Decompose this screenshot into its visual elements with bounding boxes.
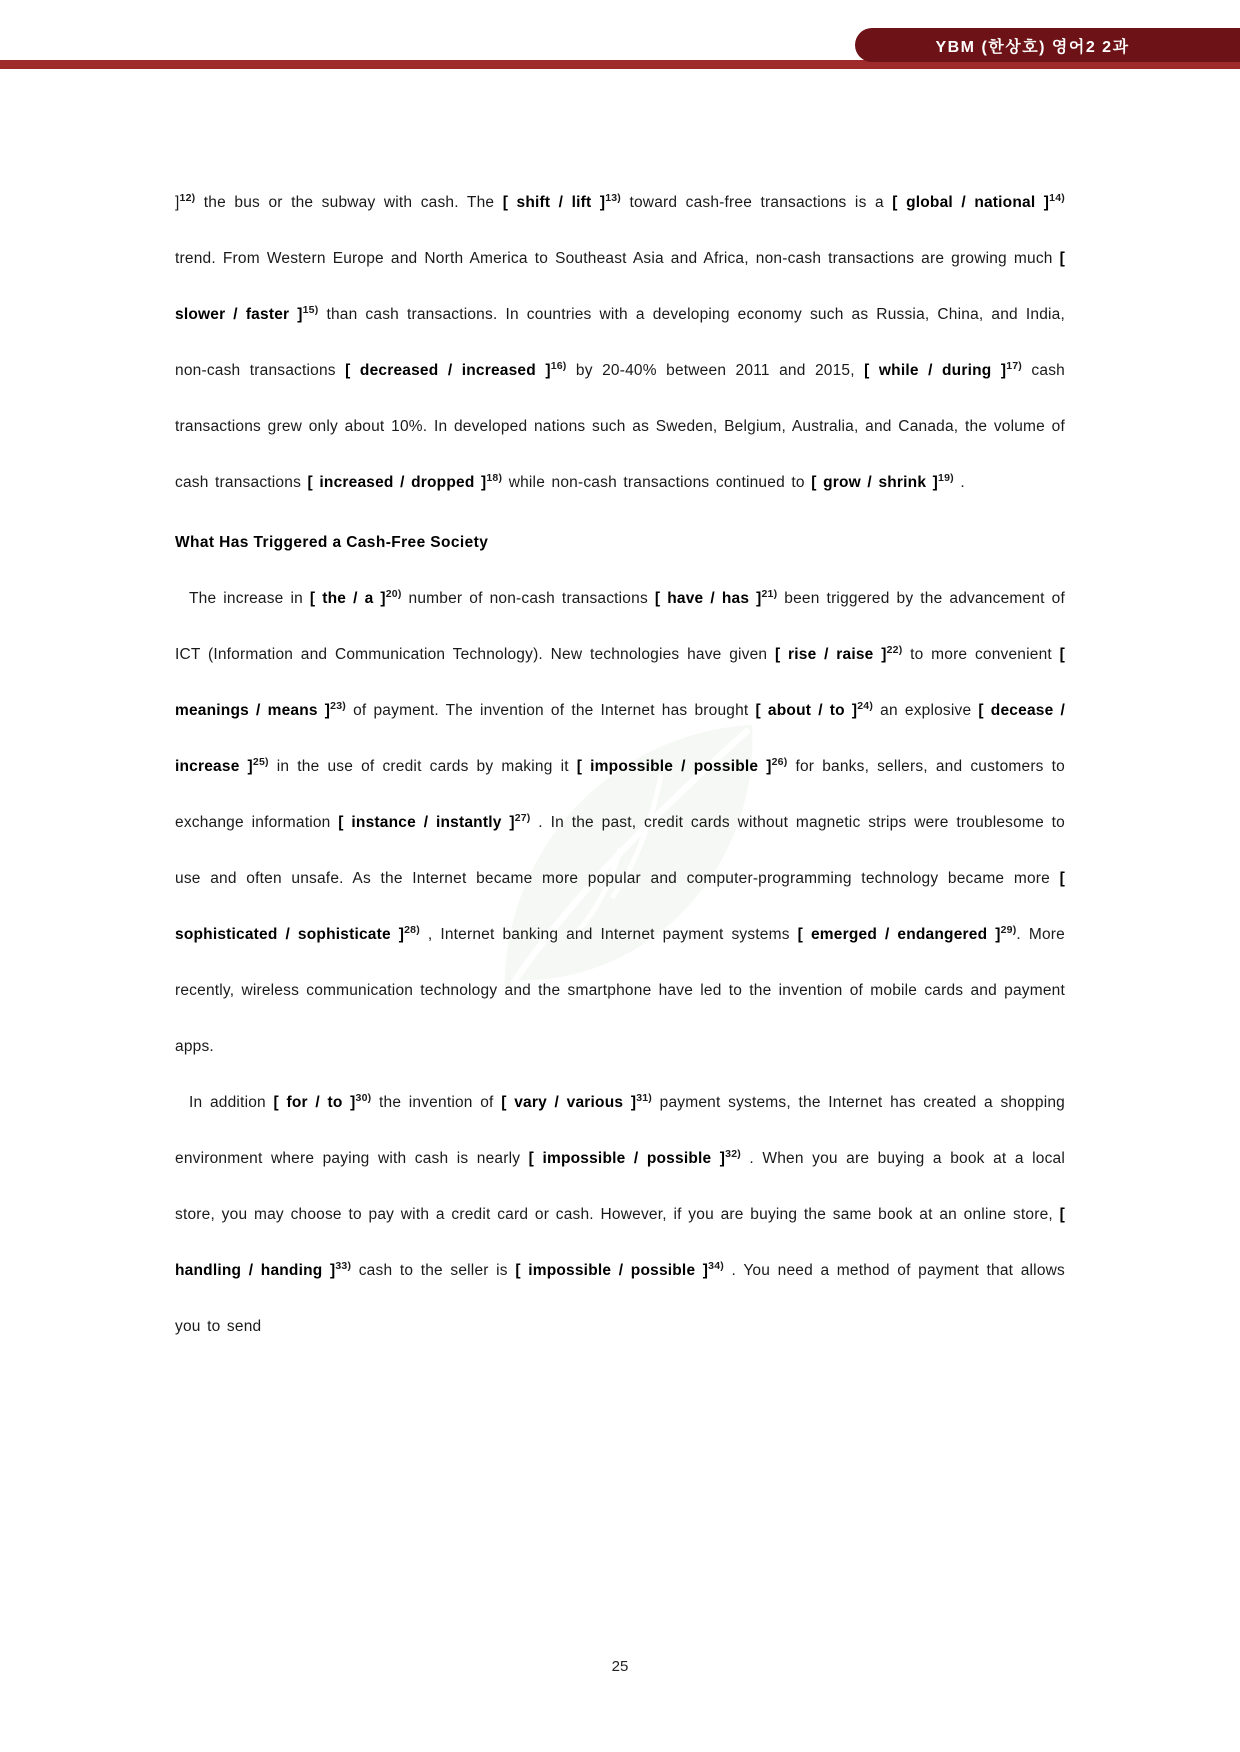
footnote-marker: 15): [302, 303, 319, 316]
footnote-marker: 32): [725, 1147, 741, 1160]
footnote-marker: 21): [761, 587, 778, 600]
page-header: [0, 0, 1240, 90]
body-text: been triggered by the advancement of ICT (Information and Communication Technology). New technologies have given: [175, 590, 1065, 663]
choice-bracket[interactable]: [ shift / lift ]: [502, 194, 606, 211]
body-text: In addition: [189, 1094, 274, 1111]
paragraph-2: [175, 571, 1065, 1075]
footnote-marker: 28): [404, 923, 420, 936]
body-text: . In the past, credit cards without magnetic strips were troublesome to use and often unsafe. As the Internet became more popular and computer-programming technology became more: [175, 814, 1065, 887]
body-text: . You need a method of payment that allows you to send: [175, 1262, 1065, 1335]
body-text: of payment. The invention of the Internet has brought: [346, 702, 756, 719]
body-text: the bus or the subway with cash. The: [195, 194, 503, 211]
body-text: toward cash-free transactions is a: [621, 194, 893, 211]
body-text: , Internet banking and Internet payment systems: [419, 926, 798, 943]
choice-bracket[interactable]: [ about / to ]: [755, 702, 858, 719]
body-text: trend. From Western Europe and North America to Southeast Asia and Africa, non-cash transactions are growing much: [175, 250, 1060, 267]
footnote-marker: 14): [1049, 191, 1065, 204]
footnote-marker: 12): [179, 191, 196, 204]
footnote-marker: 30): [355, 1091, 372, 1104]
footnote-marker: 13): [605, 191, 622, 204]
body-text: the invention of: [371, 1094, 502, 1111]
choice-bracket[interactable]: [ emerged / endangered ]: [797, 926, 1001, 943]
body-text: . When you are buying a book at a local store, you may choose to pay with a credit card or cash. However, if you are buying the same book at an online store,: [175, 1150, 1065, 1223]
footnote-marker: 29): [1000, 923, 1017, 936]
body-text: for banks, sellers, and customers to exchange information: [175, 758, 1066, 831]
body-text: payment systems, the Internet has created a shopping environment where paying with cash is nearly: [175, 1094, 1065, 1167]
choice-bracket[interactable]: [ sophisticated / sophisticate ]: [175, 870, 1065, 943]
choice-bracket[interactable]: [ instance / instantly ]: [338, 814, 515, 831]
body-text: than cash transactions. In countries with a developing economy such as Russia, China, and India, non-cash transactions: [175, 306, 1066, 379]
choice-bracket[interactable]: [ impossible / possible ]: [576, 758, 772, 775]
choice-bracket[interactable]: [ global / national ]: [892, 194, 1050, 211]
footnote-marker: 23): [330, 699, 346, 712]
footnote-marker: 31): [636, 1091, 653, 1104]
body-text: in the use of credit cards by making it: [268, 758, 577, 775]
section-subheading: What Has Triggered a Cash-Free Society: [175, 534, 489, 551]
choice-bracket[interactable]: [ impossible / possible ]: [515, 1262, 709, 1279]
choice-bracket[interactable]: [ for / to ]: [273, 1094, 356, 1111]
body-text: number of non-cash transactions: [401, 590, 655, 607]
body-text: while non-cash transactions continued to: [502, 474, 812, 491]
choice-bracket[interactable]: [ rise / raise ]: [774, 646, 887, 663]
choice-bracket[interactable]: [ the / a ]: [309, 590, 386, 607]
choice-bracket[interactable]: [ impossible / possible ]: [528, 1150, 726, 1167]
choice-bracket[interactable]: [ vary / various ]: [501, 1094, 637, 1111]
footnote-marker: 22): [886, 643, 903, 656]
header-title-tab: [855, 28, 1240, 62]
body-text: The increase in: [189, 590, 310, 607]
body-text: cash transactions grew only about 10%. In developed nations such as Sweden, Belgium, Australia, and Canada, the volume of cash transactions: [175, 362, 1065, 491]
body-text: to more convenient: [902, 646, 1060, 663]
choice-bracket[interactable]: [ meanings / means ]: [175, 646, 1065, 719]
footnote-marker: 20): [385, 587, 402, 600]
choice-bracket[interactable]: [ grow / shrink ]: [811, 474, 939, 491]
paragraph-1: [175, 175, 1065, 511]
body-text: cash to the seller is: [351, 1262, 516, 1279]
footnote-marker: 33): [335, 1259, 352, 1272]
paragraph-3: [175, 1075, 1065, 1355]
choice-bracket[interactable]: [ increased / dropped ]: [307, 474, 487, 491]
footnote-marker: 18): [486, 471, 503, 484]
body-text: ]: [175, 194, 180, 211]
page-number: 25: [611, 1658, 629, 1675]
footnote-marker: 34): [708, 1259, 724, 1272]
footnote-marker: 17): [1006, 359, 1023, 372]
choice-bracket[interactable]: [ have / has ]: [654, 590, 762, 607]
choice-bracket[interactable]: [ decreased / increased ]: [345, 362, 551, 379]
document-body: [175, 175, 1065, 1355]
footnote-marker: 16): [550, 359, 567, 372]
footnote-marker: 26): [771, 755, 788, 768]
footnote-marker: 27): [514, 811, 531, 824]
choice-bracket[interactable]: [ decease / increase ]: [175, 702, 1065, 775]
footnote-marker: 25): [252, 755, 269, 768]
header-title-text: YBM (한상호) 영어2 2과: [935, 38, 1130, 56]
choice-bracket[interactable]: [ handling / handing ]: [175, 1206, 1065, 1279]
choice-bracket[interactable]: [ while / during ]: [864, 362, 1007, 379]
body-text: by 20-40% between 2011 and 2015,: [566, 362, 865, 379]
body-text: . More recently, wireless communication technology and the smartphone have led to the invention of mobile cards and payment apps.: [175, 926, 1065, 1055]
footnote-marker: 19): [938, 471, 954, 484]
body-text: an explosive: [873, 702, 979, 719]
footnote-marker: 24): [857, 699, 874, 712]
choice-bracket[interactable]: [ slower / faster ]: [175, 250, 1065, 323]
body-text: .: [953, 474, 965, 491]
